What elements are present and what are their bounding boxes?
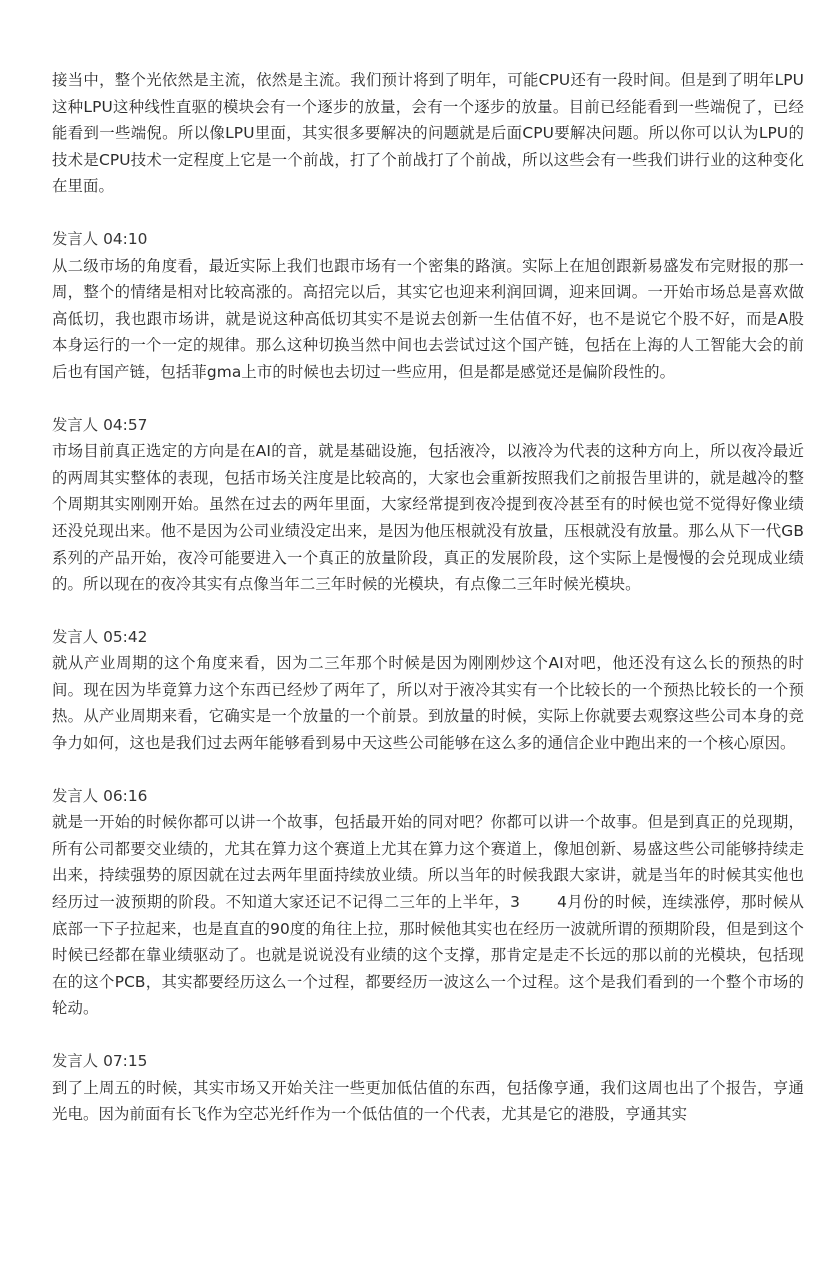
segment-paragraph: 从二级市场的角度看，最近实际上我们也跟市场有一个密集的路演。实际上在旭创跟新易盛发布完财报的那一周，整个的情绪是相对比较高涨的。高招完以后，其实它也迎来利润回调，迎来回调。一开始市场总是喜欢做高低切，我也跟市场讲，就是说这种高低切其实不是说去创新一生估值不好，也不是说它个股不好，而是A股本身运行的一个一定的规律。那么这种切换当然中间也去尝试过这个国产链，包括在上海的人工智能大会的前后也有国产链，包括菲gma上市的时候也去切过一些应用，但是都是感觉还是偏阶段性的。 (52, 256, 804, 381)
speaker-timestamp: 发言人 06:16 (52, 786, 148, 805)
segment (52, 1048, 804, 1128)
segment (52, 226, 804, 386)
speaker-timestamp: 发言人 07:15 (52, 1052, 148, 1070)
intro-block (52, 67, 804, 200)
segment-paragraph: 就是一开始的时候你都可以讲一个故事，包括最开始的同对吧？你都可以讲一个故事。但是到真正的兑现期，所有公司都要交业绩的，尤其在算力这个赛道上尤其在算力这个赛道上，像旭创新、易盛这些公司能够持续走出来，持续强势的原因就在过去两年里面持续放业绩。所以当年的时候我跟大家讲，就是当年的时候其实他也经历过一波预期的阶段。不知道大家还记不记得二三年的上半年，3 4月份的时候，连续涨停，那时候从底部一下子拉起来，也是直直的90度的角往上拉，那时候他其实也在经历一波就所谓的预期阶段，但是到这个时候已经都在靠业绩驱动了。也就是说说没有业绩的这个支撑，那肯定是走不长远的那以前的光模块，包括现在的这个PCB，其实都要经历这么一个过程，都要经历一波这么一个过程。这个是我们看到的一个整个市场的轮动。 (52, 813, 804, 1018)
speaker-timestamp: 发言人 04:10 (52, 229, 148, 248)
transcript-document (52, 67, 804, 1128)
segment (52, 624, 804, 757)
intro-paragraph: 接当中，整个光依然是主流，依然是主流。我们预计将到了明年，可能CPU还有一段时间。但是到了明年LPU这种LPU这种线性直驱的模块会有一个逐步的放量，会有一个逐步的放量。目前已经能看到一些端倪了，已经能看到一些端倪。所以像LPU里面，其实很多要解决的问题就是后面CPU要解决问题。所以你可以认为LPU的技术是CPU技术一定程度上它是一个前战，打了个前战打了个前战，所以这些会有一些我们讲行业的这种变化在里面。 (52, 71, 804, 196)
segment (52, 412, 804, 598)
speaker-timestamp: 发言人 05:42 (52, 627, 148, 646)
segment-paragraph: 市场目前真正选定的方向是在AI的音，就是基础设施，包括液冷，以液冷为代表的这种方向上，所以夜冷最近的两周其实整体的表现，包括市场关注度是比较高的，大家也会重新按照我们之前报告里讲的，就是越冷的整个周期其实刚刚开始。虽然在过去的两年里面，大家经常提到夜冷提到夜冷甚至有的时候也觉不觉得好像业绩还没兑现出来。他不是因为公司业绩没定出来，是因为他压根就没有放量，压根就没有放量。那么从下一代GB系列的产品开始，夜冷可能要进入一个真正的放量阶段，真正的发展阶段，这个实际上是慢慢的会兑现成业绩的。所以现在的夜冷其实有点像当年二三年时候的光模块，有点像二三年时候光模块。 (52, 442, 804, 594)
speaker-timestamp: 发言人 04:57 (52, 415, 148, 434)
segment (52, 783, 804, 1022)
segment-paragraph: 就从产业周期的这个角度来看，因为二三年那个时候是因为刚刚炒这个AI对吧，他还没有这么长的预热的时间。现在因为毕竟算力这个东西已经炒了两年了，所以对于液冷其实有一个比较长的一个预热比较长的一个预热。从产业周期来看，它确实是一个放量的一个前景。到放量的时候，实际上你就要去观察这些公司本身的竞争力如何，这也是我们过去两年能够看到易中天这些公司能够在这么多的通信企业中跑出来的一个核心原因。 (52, 654, 804, 753)
segment-paragraph: 到了上周五的时候，其实市场又开始关注一些更加低估值的东西，包括像亨通，我们这周也出了个报告，亨通光电。因为前面有长飞作为空芯光纤作为一个低估值的一个代表，尤其是它的港股，亨通其实 (52, 1078, 804, 1124)
